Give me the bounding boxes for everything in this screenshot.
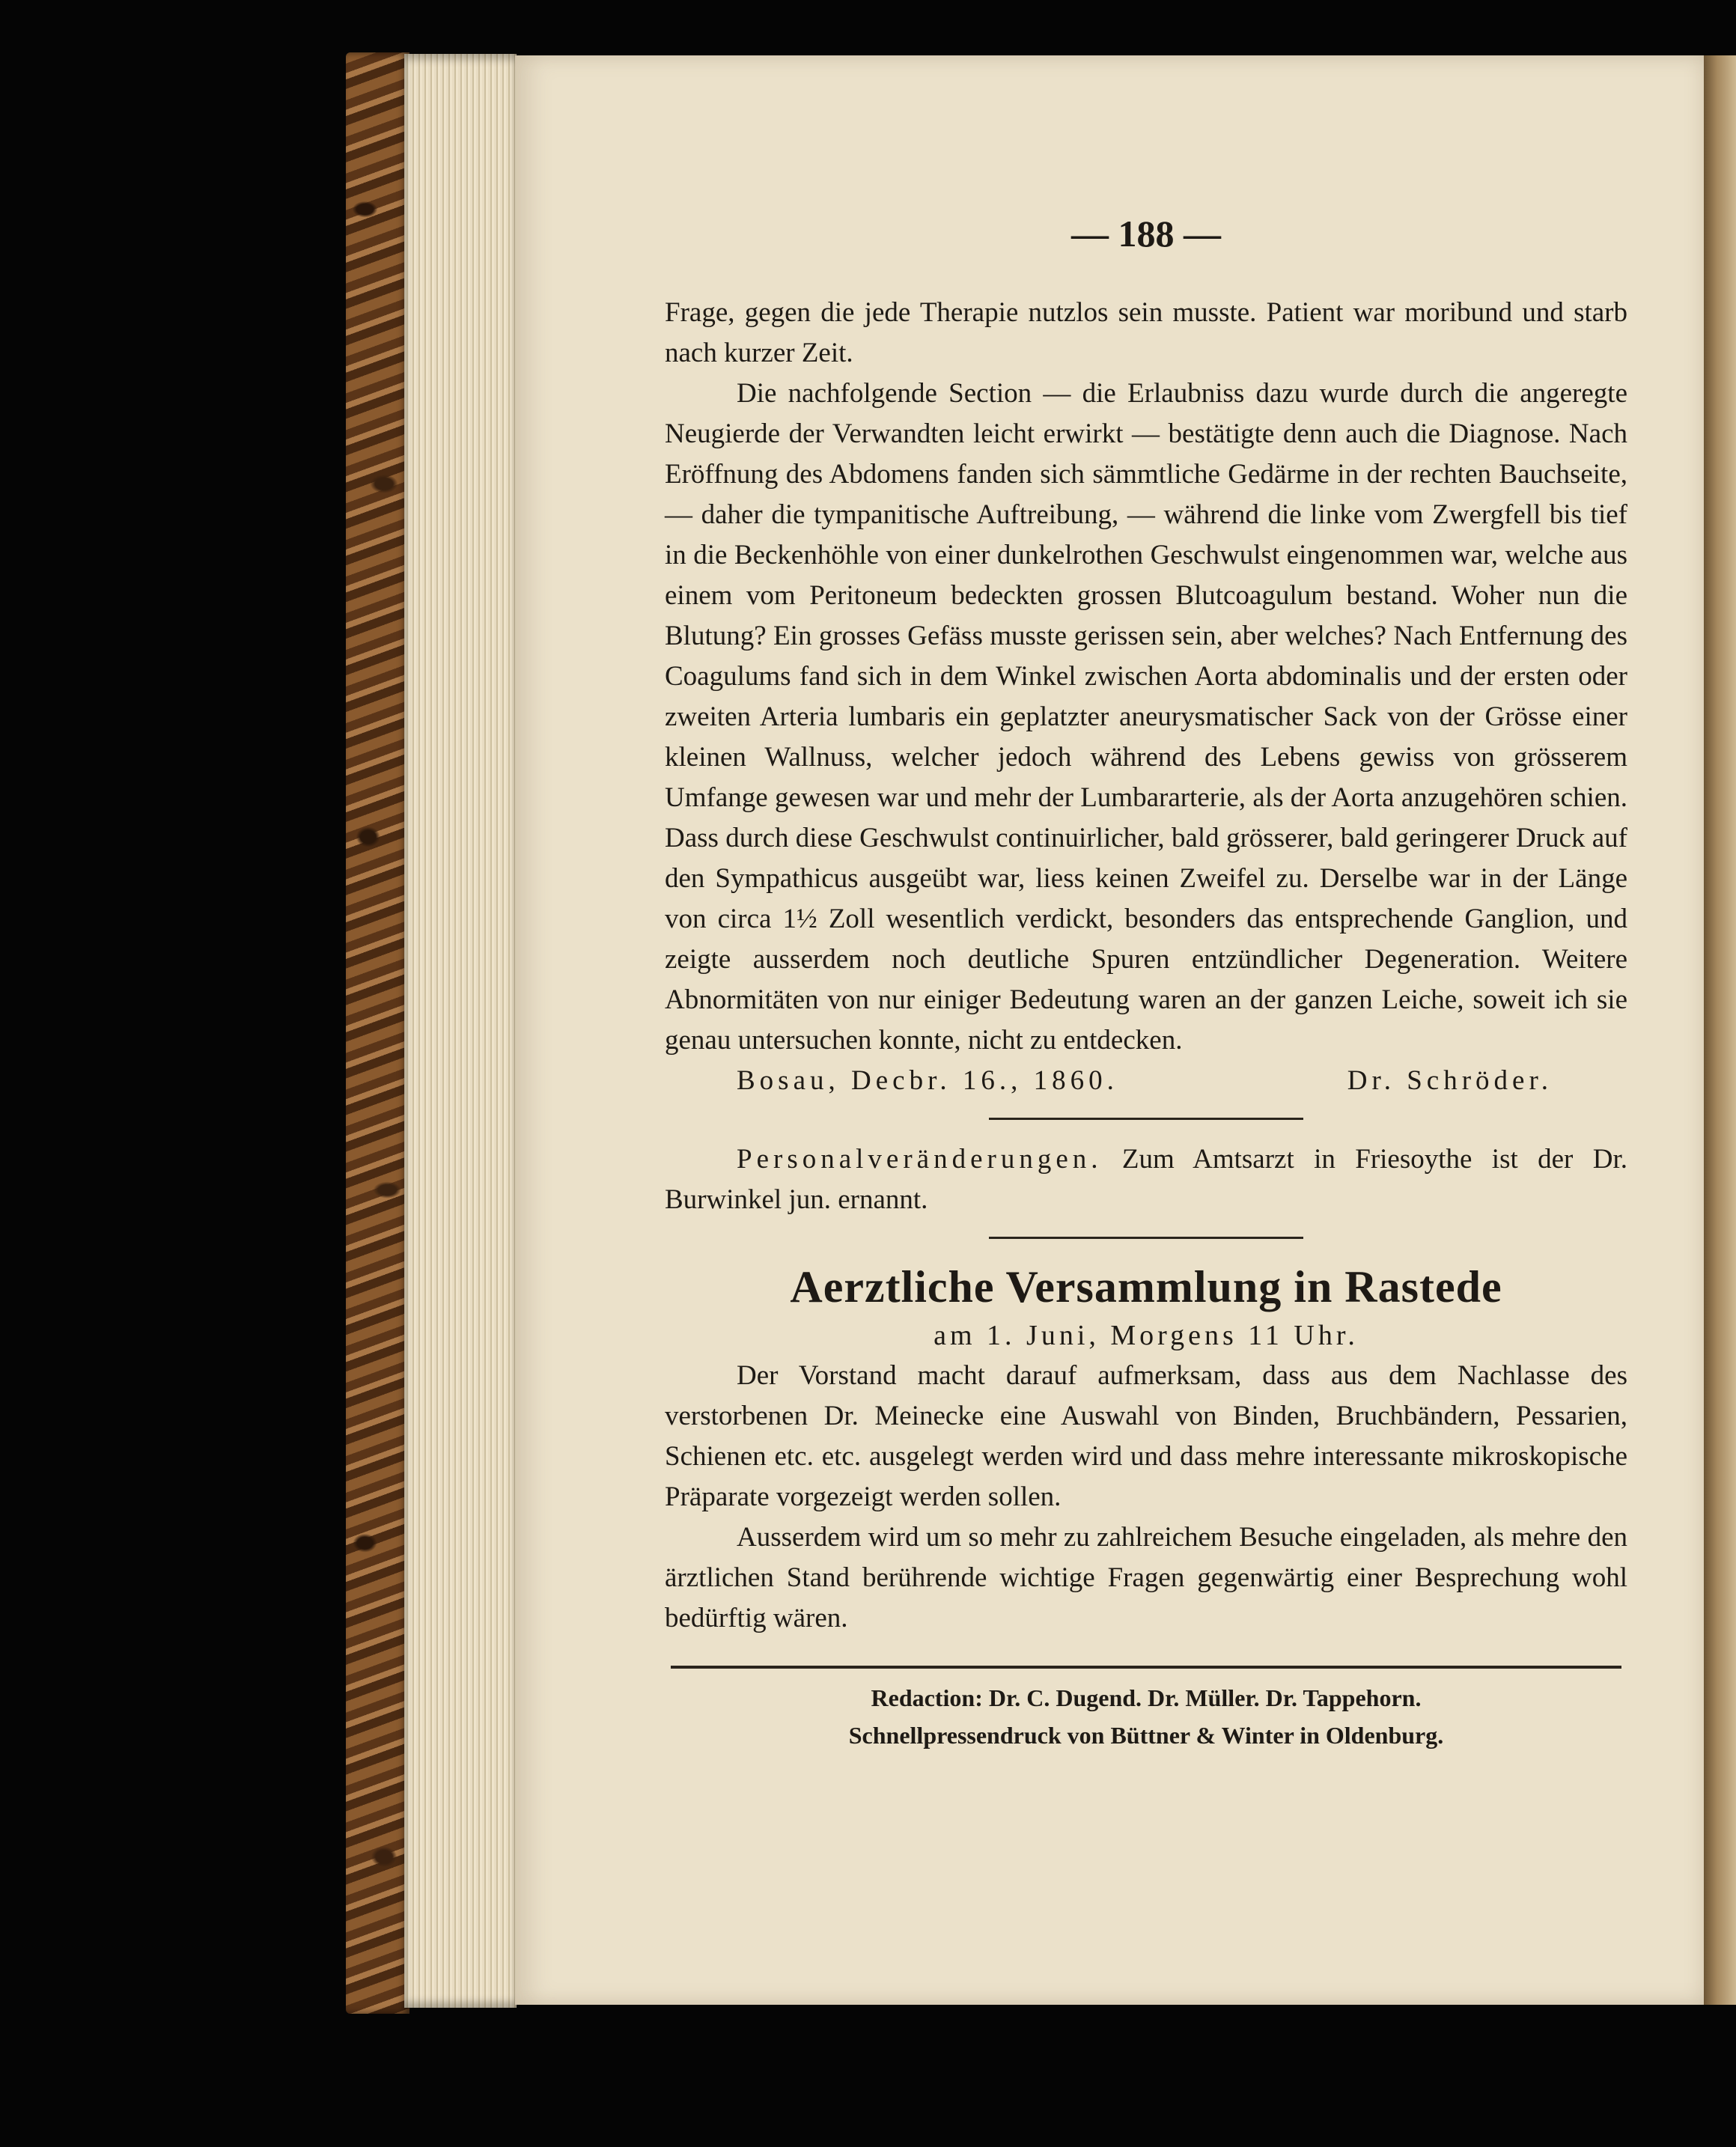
signature-line (665, 1061, 1627, 1101)
article-paragraph: Die nachfolgende Section — die Erlaubniss dazu wurde durch die angeregte Neugierde der Verwandten leicht erwirkt — bestätigte denn auch die Diagnose. Nach Eröffnung des Abdomens fanden sich sämmtliche Gedärme in der rechten Bauchseite, — daher die tympanitische Auftreibung, — während die linke vom Zwergfell bis tief in die Beckenhöhle von einer dunkelrothen Geschwulst eingenommen war, welche aus einem vom Peritoneum bedeckten grossen Blutcoagulum bestand. Woher nun die Blutung? Ein grosses Gefäss musste gerissen sein, aber welches? Nach Entfernung des Coagulums fand sich in dem Winkel zwischen Aorta abdominalis und der ersten oder zweiten Arteria lumbaris ein geplatzter aneurysmatischer Sack von der Grösse einer kleinen Wallnuss, welcher jedoch während des Lebens gewiss von grösserem Umfange gewesen war und mehr der Lumbararterie, als der Aorta anzugehören schien. Dass durch diese Geschwulst continuirlicher, bald grösserer, bald geringerer Druck auf den Sympathicus ausgeübt war, liess keinen Zweifel zu. Derselbe war in der Länge von circa 1½ Zoll wesentlich verdickt, besonders das entsprechende Ganglion, und zeigte ausserdem noch deutliche Spuren entzündlicher Degeneration. Weitere Abnormitäten von nur einiger Bedeutung waren an der ganzen Leiche, soweit ich sie genau untersuchen konnte, nicht zu entdecken. (665, 378, 1627, 1056)
section-divider (989, 1237, 1303, 1239)
page-content (665, 210, 1627, 1754)
assembly-paragraph: Der Vorstand macht darauf aufmerksam, dass aus dem Nachlasse des verstorbenen Dr. Meinecke eine Auswahl von Binden, Bruchbändern, Pessarien, Schienen etc. etc. ausgelegt werden wird und dass mehre interessante mikroskopische Präparate vorgezeigt werden sollen. (665, 1360, 1627, 1512)
assembly-paragraph: Ausserdem wird um so mehr zu zahlreichem Besuche eingeladen, als mehre den ärztlichen Stand berührende wichtige Fragen gegenwärtig einer Besprechung wohl bedürftig wären. (665, 1522, 1627, 1633)
footer-rule (671, 1666, 1621, 1669)
section-divider (989, 1118, 1303, 1120)
next-page-edge (1704, 55, 1736, 2005)
personnel-text: Zum Amtsarzt in Friesoythe ist der Dr. Burwinkel jun. ernannt. (665, 1144, 1627, 1215)
printer-line: Schnellpressendruck von Büttner & Winter in Oldenburg. (848, 1722, 1444, 1749)
editors-line: Redaction: Dr. C. Dugend. Dr. Müller. Dr. Tappehorn. (871, 1684, 1422, 1711)
page-edges (404, 54, 517, 2008)
assembly-subtitle: am 1. Juni, Morgens 11 Uhr. (934, 1320, 1359, 1351)
book-cover (346, 52, 409, 2014)
place-date: Bosau, Decbr. 16., 1860. (737, 1065, 1118, 1096)
page-number: — 188 — (1071, 213, 1221, 255)
article-paragraph: Frage, gegen die jede Therapie nutzlos sein musste. Patient war moribund und starb nach kurzer Zeit. (665, 297, 1627, 368)
author: Dr. Schröder. (1347, 1065, 1553, 1096)
personnel-heading: Personalveränderungen. (737, 1144, 1103, 1175)
personnel-notice (665, 1139, 1627, 1220)
assembly-title: Aerztliche Versammlung in Rastede (790, 1262, 1502, 1312)
